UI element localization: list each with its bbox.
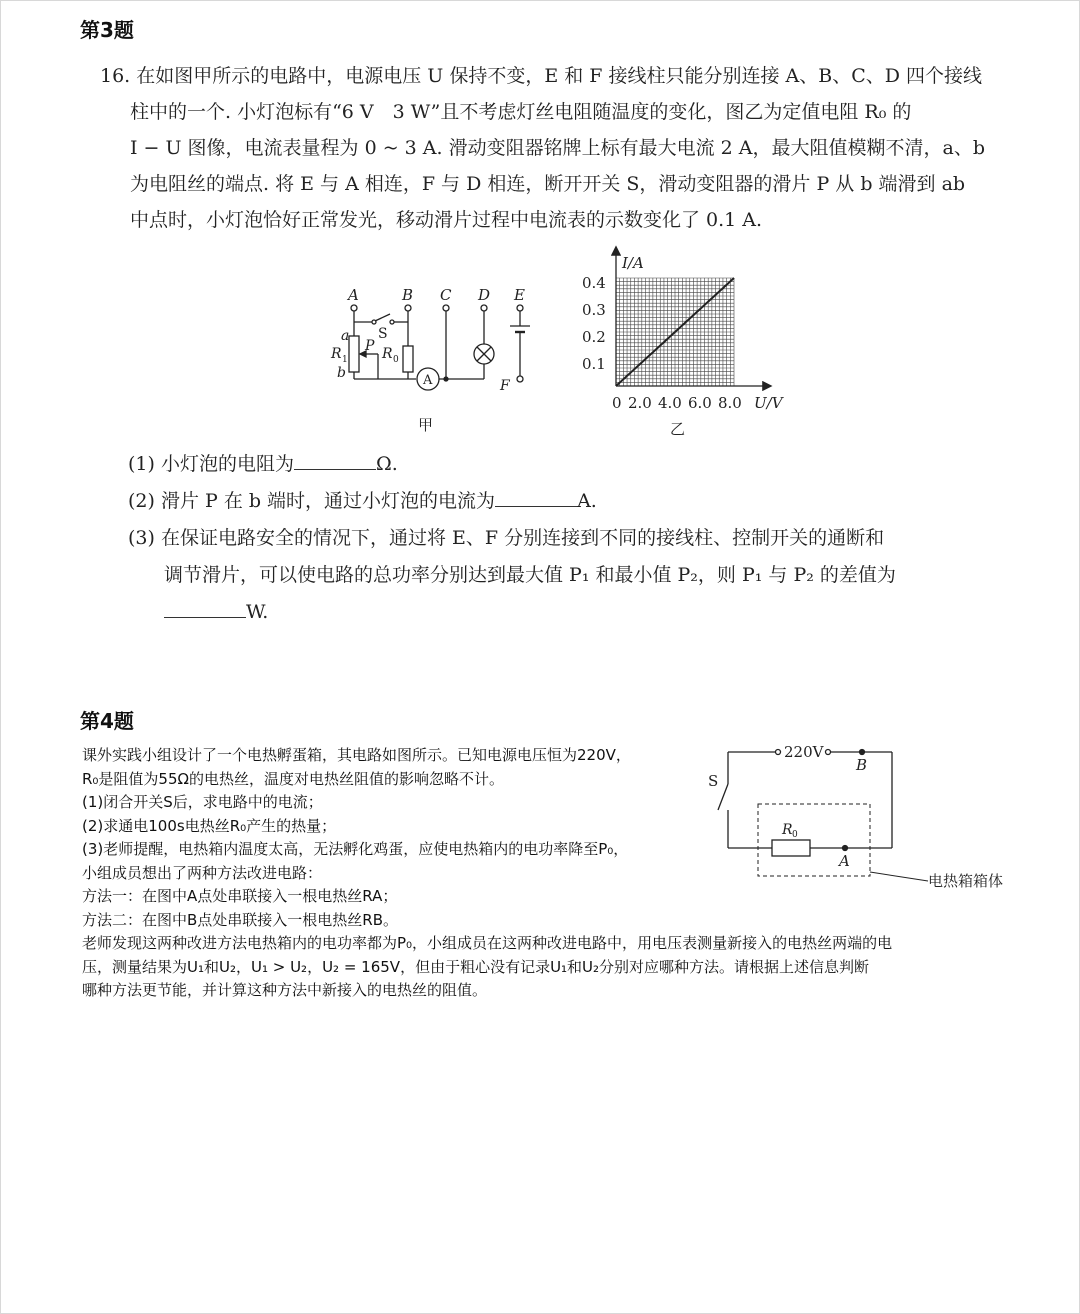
q4-line: (1)闭合开关S后，求电路中的电流； [82, 793, 323, 811]
y-tick-label: 0.3 [582, 301, 606, 319]
q3-sub2-blank[interactable] [495, 486, 577, 507]
q4-line: 老师发现这两种改进方法电热箱内的电功率都为P₀，小组成员在这两种改进电路中，用电压表测量新接入的电热丝两端的电 [82, 934, 893, 952]
q4-line: 方法二：在图中B点处串联接入一根电热丝RB。 [82, 910, 399, 929]
terminal-label-A: A [348, 286, 359, 304]
q3-circuit-diagram [320, 278, 550, 438]
y-tick-label: 0.4 [582, 274, 606, 292]
q4-line: 课外实践小组设计了一个电热孵蛋箱，其电路如图所示。已知电源电压恒为220V， [82, 746, 631, 764]
graph-ylabel: I/A [622, 254, 644, 272]
q3-sub2-unit: A. [577, 490, 597, 512]
label-P: P [365, 338, 375, 354]
q4-line: 小组成员想出了两种方法改进电路： [82, 863, 323, 882]
switch-label: S [708, 772, 719, 790]
terminal-label-D: D [478, 286, 491, 304]
label-b: b [337, 365, 346, 381]
graph-caption: 乙 [670, 420, 686, 438]
label-R0: R [382, 346, 393, 362]
label-F: F [500, 378, 510, 394]
label-a: a [341, 328, 350, 344]
voltage-label: 220V [784, 743, 824, 761]
q3-sub3-line: (3) 在保证电路安全的情况下，通过将 E、F 分别连接到不同的接线柱、控制开关的通断和 [128, 527, 885, 549]
q4-line: R₀是阻值为55Ω的电热丝，温度对电热丝阻值的影响忽略不计。 [82, 769, 504, 788]
q3-sub3-blank[interactable] [164, 597, 246, 618]
y-tick-label: 0.2 [582, 328, 606, 346]
label-S: S [378, 326, 388, 342]
q4-line: 哪种方法更节能，并计算这种方法中新接入的电热丝的阻值。 [82, 981, 488, 999]
q4-line: 方法一：在图中A点处串联接入一根电热丝RA； [82, 887, 398, 905]
graph-origin: 0 [612, 394, 622, 412]
q3-sub2 [128, 483, 896, 520]
q3-sub3-answer [128, 594, 896, 631]
q4-line: (3)老师提醒，电热箱内温度太高，无法孵化鸡蛋，应使电热箱内的电功率降至P₀， [82, 840, 629, 858]
q3-sub3-unit: W. [246, 601, 269, 623]
q4-line: (2)求通电100s电热丝R₀产生的热量； [82, 816, 337, 835]
q3-iu-graph [578, 242, 788, 440]
q3-sub1-blank[interactable] [294, 449, 376, 470]
q3-stem-line: 中点时，小灯泡恰好正常发光，移动滑片过程中电流表的示数变化了 0.1 A. [130, 209, 763, 231]
q3-sub1-unit: Ω. [375, 453, 398, 475]
label-ammeter: A [423, 373, 433, 388]
q4-line: 压，测量结果为U₁和U₂，U₁ > U₂，U₂ = 165V，但由于粗心没有记录U₁和U₂分别对应哪种方法。请根据上述信息判断 [82, 957, 870, 976]
y-tick-label: 0.1 [582, 355, 606, 373]
q4-circuit-diagram [700, 736, 1020, 896]
q3-subquestions [128, 446, 896, 631]
x-tick-label: 8.0 [718, 394, 742, 412]
q4-heading: 第4题 [80, 709, 134, 733]
terminal-label-C: C [440, 286, 452, 304]
x-tick-label: 6.0 [688, 394, 712, 412]
terminal-label-E: E [514, 286, 525, 304]
circuit-caption: 甲 [418, 416, 434, 434]
q3-sub2-text: (2) 滑片 P 在 b 端时，通过小灯泡的电流为 [128, 490, 496, 512]
q3-heading: 第3题 [80, 18, 134, 42]
point-B-label: B [856, 756, 868, 774]
point-A-label: A [839, 852, 850, 870]
q3-stem-line: 柱中的一个. 小灯泡标有“6 V 3 W”且不考虑灯丝电阻随温度的变化，图乙为定值电阻 R₀ 的 [130, 101, 912, 123]
label-R1-sub: 1 [342, 355, 348, 365]
label-R0-sub: 0 [393, 355, 399, 365]
q3-stem-line: 16. 在如图甲所示的电路中，电源电压 U 保持不变，E 和 F 接线柱只能分别连接 A、B、C、D 四个接线 [100, 65, 983, 87]
x-tick-label: 2.0 [628, 394, 652, 412]
q3-stem-line: I − U 图像，电流表量程为 0 ~ 3 A. 滑动变阻器铭牌上标有最大电流 2 A，最大阻值模糊不清，a、b [130, 137, 985, 159]
q3-sub3-line: 调节滑片，可以使电路的总功率分别达到最大值 P₁ 和最小值 P₂，则 P₁ 与 P₂ 的差值为 [164, 564, 896, 586]
q3-stem-line: 为电阻丝的端点. 将 E 与 A 相连，F 与 D 相连，断开开关 S，滑动变阻器的滑片 P 从 b 端滑到 ab [130, 173, 966, 195]
box-label: 电热箱箱体 [928, 872, 1004, 890]
q3-stem [100, 58, 985, 238]
r0-sub: 0 [792, 830, 798, 840]
r0-label: R [782, 822, 793, 838]
x-tick-label: 4.0 [658, 394, 682, 412]
q3-sub1 [128, 446, 896, 483]
q3-sub1-text: (1) 小灯泡的电阻为 [128, 453, 294, 475]
graph-xlabel: U/V [754, 394, 783, 412]
terminal-label-B: B [402, 286, 414, 304]
label-R1: R [331, 346, 342, 362]
